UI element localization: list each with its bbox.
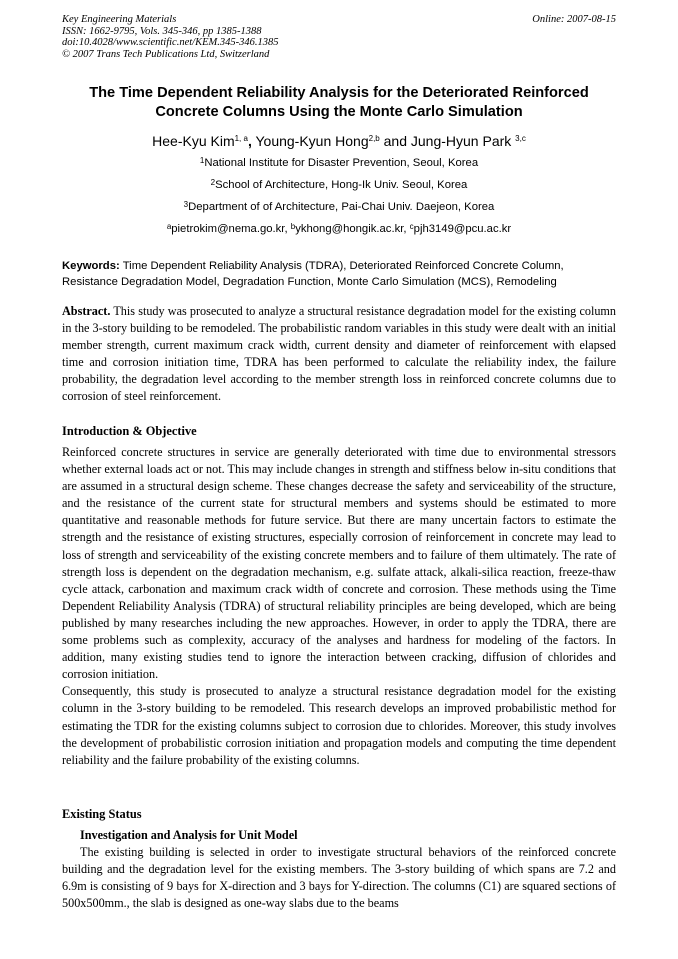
affiliation-text: National Institute for Disaster Prevention, Seoul, Korea — [204, 157, 479, 169]
existing-paragraph-1: The existing building is selected in order to investigate structural behaviors of the reinforced concrete building and the degradation level for the existing members. The 3-story building of which spans are 7.2 and 6.9m is consisting of 9 bays for X-direction and 3 bays for Y-direction. The columns (C1) are squared sections of 500x500mm., the slab is designed as one-way slabs due to the beams — [62, 845, 616, 911]
unit-model-subheading: Investigation and Analysis for Unit Model — [80, 828, 298, 842]
author-name: Young-Kyun Hong — [255, 133, 369, 149]
paper-title — [50, 84, 628, 122]
journal-name: Key Engineering Materials — [62, 14, 177, 25]
author-separator: , — [247, 133, 252, 149]
email-sup: c — [409, 222, 414, 231]
email-c[interactable]: pjh3149@pcu.ac.kr — [413, 223, 512, 235]
email-sup: b — [290, 222, 296, 231]
existing-status-heading: Existing Status — [62, 807, 142, 821]
online-date: Online: 2007-08-15 — [532, 14, 616, 25]
affiliation-1 — [40, 156, 638, 170]
abstract-block — [62, 303, 616, 406]
keywords-text: Time Dependent Reliability Analysis (TDRA), Deteriorated Reinforced Concrete Column, Resistance Degradation Model, Degradation Function, Monte Carlo Simulation (MCS), Remodeling — [62, 260, 564, 288]
intro-body — [62, 444, 616, 769]
title-line-1: The Time Dependent Reliability Analysis for the Deteriorated Reinforced — [89, 85, 589, 101]
affiliation-sup: 1 — [199, 156, 205, 165]
issn-line: ISSN: 1662-9795, Vols. 345-346, pp 1385-1388 — [62, 25, 262, 37]
author-sup: 2,b — [368, 134, 380, 143]
intro-paragraph-1: Reinforced concrete structures in service are generally deteriorated with time due to environmental stressors whether external loads act or not. This may include changes in strength and stiffness below in-situ conditions that are assumed in a structural design scheme. These changes decrease the safety and serviceability of the structure, and the resistance of the current state for structural members and systems should be estimated to more quantitative and reasonable methods for future service. But there are many uncertain factors to estimate the strength and the resistance of existing structures, especially corrosion of reinforcement in concrete may lead to loss of strength and serviceability of the existing concrete members and to failure of them ultimately. The rate of strength loss is dependent on the degradation mechanism, e.g. sulfate attack, alkali-silica reaction, freeze-thaw cycle attack, carbonation and maximum crack width of concrete and corrosion. These methods using the Time Dependent Reliability Analysis (TDRA) of structural reliability principles are being developed, which are being published by many researches including the new approaches. However, in order to apply the TDRA, there are some problems such as complexity, accuracy of the analyses and hardness for modeling of the factors. In addition, many existing studies tend to ignore the interaction between cracking, diffusion of chlorides and corrosion initiation. — [62, 445, 616, 682]
author-sup: 1, a — [234, 134, 248, 143]
author-sup: 3,c — [515, 134, 526, 143]
affiliation-sup: 2 — [210, 178, 216, 187]
copyright-line: © 2007 Trans Tech Publications Ltd, Switzerland — [62, 48, 270, 60]
intro-heading: Introduction & Objective — [62, 424, 197, 438]
email-a[interactable]: pietrokim@nema.go.kr, — [171, 223, 288, 235]
affiliation-3 — [40, 200, 638, 214]
affiliation-text: School of Architecture, Hong-Ik Univ. Seoul, Korea — [215, 179, 468, 191]
affiliation-text: Department of of Architecture, Pai-Chai Univ. Daejeon, Korea — [188, 201, 495, 213]
existing-status-body — [62, 844, 616, 912]
affiliation-sup: 3 — [183, 200, 189, 209]
keywords-block — [62, 258, 618, 290]
email-b[interactable]: ykhong@hongik.ac.kr, — [295, 223, 407, 235]
author-name: Jung-Hyun Park — [410, 133, 512, 149]
email-line — [40, 222, 638, 236]
intro-paragraph-2: Consequently, this study is prosecuted to analyze a structural resistance degradation model for the existing column in the 3-story building to be remodeled. This research develops an improved probabilistic method for estimating the TDR for the existing columns subject to corrosion due to chlorides. Moreover, this study involves the development of probabilistic corrosion initiation and propagation models and computing the time dependent reliability and the failure probability of the existing columns. — [62, 684, 616, 767]
keywords-label: Keywords: — [62, 260, 120, 272]
abstract-label: Abstract. — [62, 304, 111, 318]
title-line-2: Concrete Columns Using the Monte Carlo Simulation — [155, 104, 523, 120]
author-name: Hee-Kyu Kim — [152, 133, 235, 149]
journal-header — [62, 14, 616, 60]
affiliation-2 — [40, 178, 638, 192]
author-list — [40, 132, 638, 150]
abstract-text: This study was prosecuted to analyze a structural resistance degradation model for the existing column in the 3-story building to be remodeled. The probabilistic random variables in this study were dealt with an initial member strength, current maximum crack width, current density and diameter of reinforcement with elapsed time and corrosion initiation time, TDRA has been performed to calculate the reliability index, the failure probability, the degradation level according to the member strength loss in reinforced concrete columns due to corrosion of steel reinforcement. — [62, 304, 616, 404]
author-separator: and — [379, 133, 407, 149]
doi-line: doi:10.4028/www.scientific.net/KEM.345-346.1385 — [62, 37, 279, 49]
email-sup: a — [166, 222, 172, 231]
